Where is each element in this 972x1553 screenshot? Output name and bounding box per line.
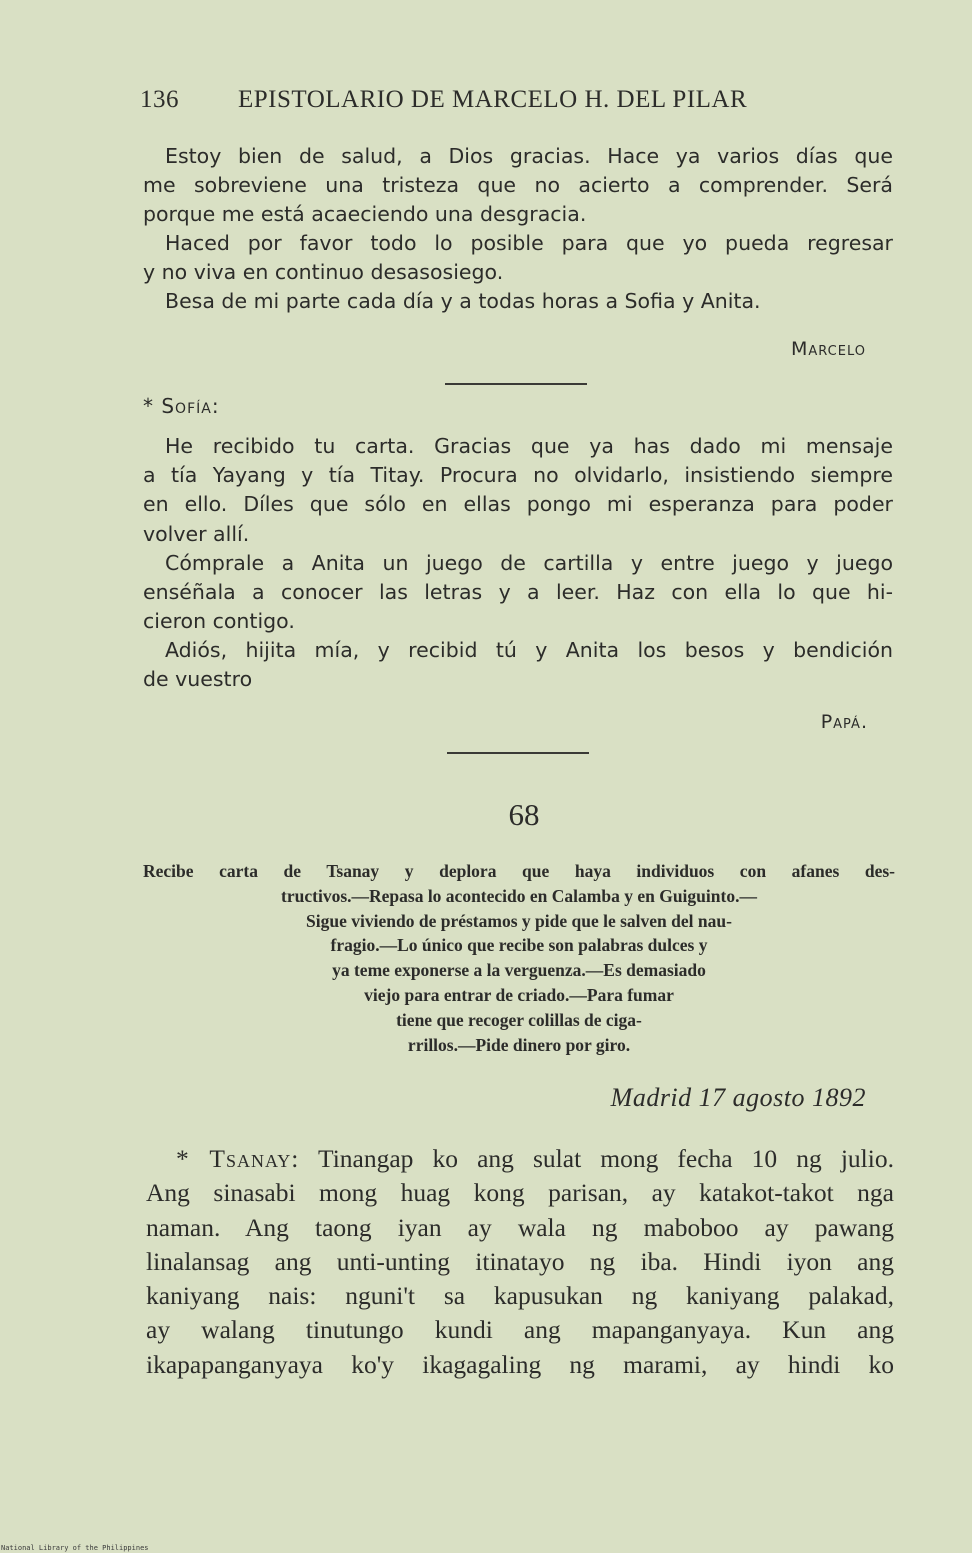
text-line: cieron contigo. xyxy=(143,609,295,634)
library-credit: National Library of the Philippines xyxy=(1,1544,149,1552)
text-line: de vuestro xyxy=(143,667,253,692)
text-line xyxy=(146,1142,894,1176)
summary-line: tiene que recoger colillas de ciga- xyxy=(396,1009,642,1030)
sofia-letter-paragraph-1 xyxy=(143,432,893,549)
summary-line: Sigue viviendo de préstamos y pide que le salven del nau- xyxy=(306,910,732,931)
sofia-letter-paragraph-2 xyxy=(143,549,893,637)
page-number: 136 xyxy=(140,86,179,113)
text-fragment: Tinangap ko ang sulat mong fecha 10 ng julio. xyxy=(318,1144,894,1173)
text-line: a tía Yayang y tía Titay. Procura no olvidarlo, insistiendo siempre xyxy=(143,463,893,488)
text-line: Cómprale a Anita un juego de cartilla y entre juego y juego xyxy=(165,551,893,575)
text-line: Estoy bien de salud, a Dios gracias. Hace ya varios días que xyxy=(165,144,893,168)
text-line: ay walang tinutungo kundi ang mapanganyaya. Kun ang xyxy=(146,1315,894,1345)
text-line: linalansag ang unti-unting itinatayo ng iba. Hindi iyon ang xyxy=(146,1246,894,1276)
signature-marcelo: Marcelo xyxy=(791,338,866,360)
text-line: enséñala a conocer las letras y a leer. Haz con ella lo que hi- xyxy=(143,580,893,605)
summary-line: Recibe carta de Tsanay y deplora que haya individuos con afanes des- xyxy=(143,861,895,881)
text-line: en ello. Díles que sólo en ellas pongo mi esperanza para poder xyxy=(143,492,893,517)
text-line: volver allí. xyxy=(143,521,250,546)
text-line: Ang sinasabi mong huag kong parisan, ay katakot-takot nga xyxy=(146,1178,894,1208)
text-line: naman. Ang taong iyan ay wala ng maboboo ay pawang xyxy=(146,1212,894,1242)
section-divider xyxy=(447,752,589,754)
text-line: kaniyang nais: nguni't sa kapusukan ng kaniyang palakad, xyxy=(146,1281,894,1311)
letter-summary xyxy=(143,859,895,1057)
text-line: me sobreviene una tristeza que no acierto a comprender. Será xyxy=(143,173,893,198)
text-line: porque me está acaeciendo una desgracia. xyxy=(143,202,587,227)
summary-line: fragio.—Lo único que recibe son palabras dulces y xyxy=(330,935,708,956)
family-letter-paragraph-2 xyxy=(143,229,893,287)
family-letter-paragraph-3 xyxy=(143,287,893,316)
text-line: Besa de mi parte cada día y a todas horas a Sofia y Anita. xyxy=(165,289,761,313)
summary-line: viejo para entrar de criado.—Para fumar xyxy=(364,984,674,1005)
text-line: Haced por favor todo lo posible para que yo pueda regresar xyxy=(165,231,893,255)
text-line: ikapapanganyaya ko'y ikagagaling ng marami, ay hindi ko xyxy=(146,1349,894,1379)
dateline: Madrid 17 agosto 1892 xyxy=(610,1083,866,1112)
section-divider xyxy=(445,383,587,385)
letter-number: 68 xyxy=(508,797,540,832)
text-line: Adiós, hijita mía, y recibid tú y Anita los besos y bendición xyxy=(165,638,893,662)
salutation-tsanay: * Tsanay: xyxy=(176,1144,300,1173)
summary-line: ya teme exponerse a la verguenza.—Es demasiado xyxy=(332,960,706,981)
salutation-sofia: * Sofía: xyxy=(143,394,220,418)
summary-line: tructivos.—Repasa lo acontecido en Calamba y en Guiguinto.— xyxy=(281,885,757,906)
summary-line: rrillos.—Pide dinero por giro. xyxy=(407,1034,631,1055)
sofia-letter-paragraph-3 xyxy=(143,636,893,694)
family-letter-paragraph-1 xyxy=(143,142,893,230)
text-line: He recibido tu carta. Gracias que ya has dado mi mensaje xyxy=(165,434,893,458)
running-title: EPISTOLARIO DE MARCELO H. DEL PILAR xyxy=(238,86,748,113)
tsanay-letter-body xyxy=(146,1142,894,1382)
text-line: y no viva en continuo desasosiego. xyxy=(143,260,504,285)
signature-papa: Papá. xyxy=(820,711,868,733)
